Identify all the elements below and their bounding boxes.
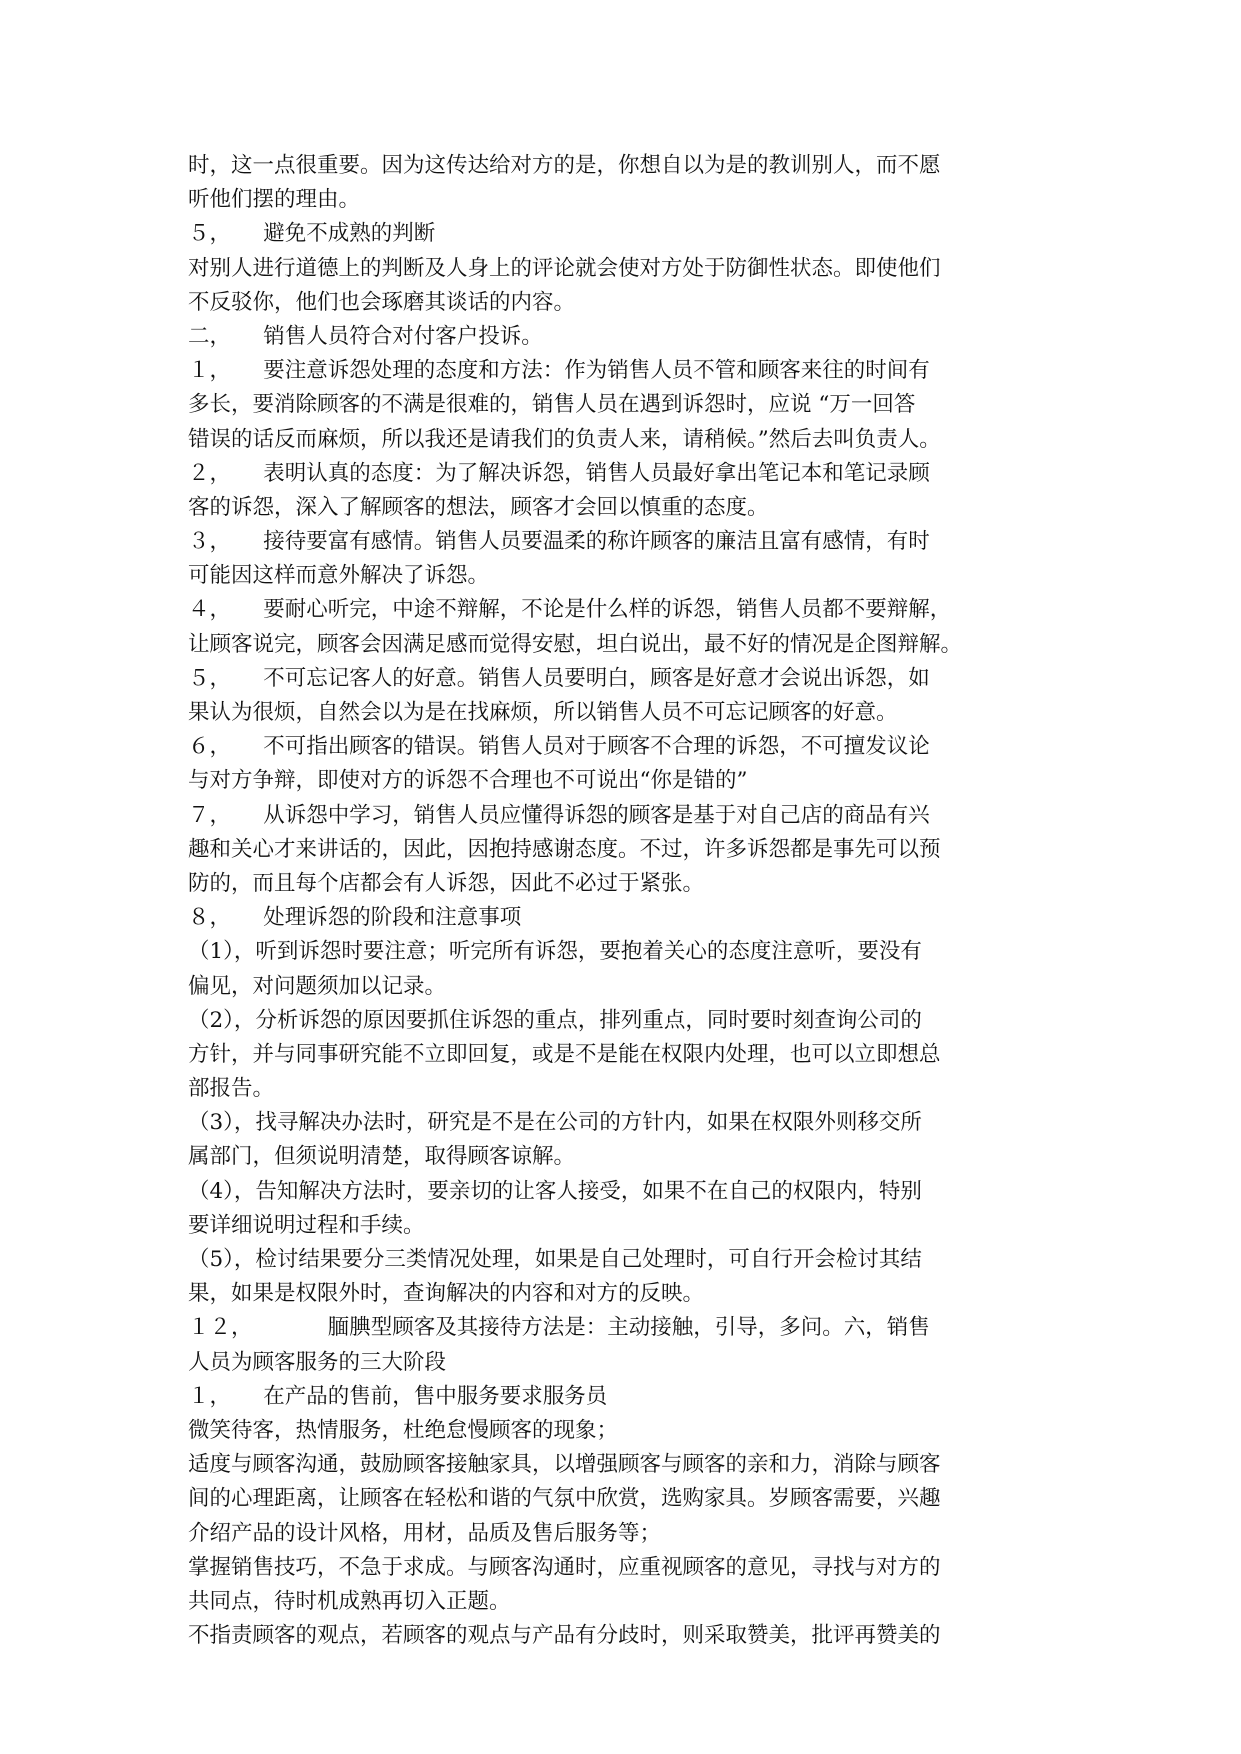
- text-line: 果，如果是权限外时，查询解决的内容和对方的反映。: [188, 1281, 705, 1307]
- text-line: ２， 表明认真的态度：为了解决诉怨，销售人员最好拿出笔记本和笔记录顾: [188, 460, 930, 486]
- text-line: （5），检讨结果要分三类情况处理，如果是自己处理时，可自行开会检讨其结: [188, 1247, 922, 1272]
- text-line: ５， 避免不成熟的判断: [188, 221, 436, 247]
- text-line: ５， 不可忘记客人的好意。销售人员要明白，顾客是好意才会说出诉怨，如: [188, 665, 930, 691]
- text-line: ４， 要耐心听完，中途不辩解，不论是什么样的诉怨，销售人员都不要辩解，: [188, 597, 952, 623]
- text-line: 要详细说明过程和手续。: [188, 1212, 425, 1238]
- text-line: 时，这一点很重要。因为这传达给对方的是，你想自以为是的教训别人，而不愿: [188, 153, 941, 178]
- text-line: 可能因这样而意外解决了诉怨。: [188, 563, 490, 589]
- text-line: 共同点，待时机成熟再切入正题。: [188, 1588, 511, 1614]
- text-line: ８， 处理诉怨的阶段和注意事项: [188, 905, 522, 931]
- text-line: １， 要注意诉怨处理的态度和方法：作为销售人员不管和顾客来往的时间有: [188, 358, 930, 384]
- text-line: （3），找寻解决办法时，研究是不是在公司的方针内，如果在权限外则移交所: [188, 1110, 922, 1136]
- text-line: 介绍产品的设计风格，用材，品质及售后服务等；: [188, 1520, 662, 1546]
- text-line: 让顾客说完，顾客会因满足感而觉得安慰，坦白说出，最不好的情况是企图辩解。: [188, 631, 963, 657]
- text-line: 适度与顾客沟通，鼓励顾客接触家具，以增强顾客与顾客的亲和力，消除与顾客: [188, 1452, 941, 1478]
- text-line: （1），听到诉怨时要注意；听完所有诉怨，要抱着关心的态度注意听，要没有: [188, 939, 922, 965]
- text-line: 客的诉怨，深入了解顾客的想法，顾客才会回以慎重的态度。: [188, 494, 769, 520]
- text-line: 间的心理距离，让顾客在轻松和谐的气氛中欣赏，选购家具。岁顾客需要，兴趣: [188, 1486, 941, 1512]
- document-body: [188, 149, 1053, 1653]
- text-line: （4），告知解决方法时，要亲切的让客人接受，如果不在自己的权限内，特别: [188, 1178, 922, 1204]
- text-line: １２， 腼腆型顾客及其接待方法是：主动接触，引导，多问。六，销售: [188, 1315, 930, 1341]
- text-line: 趣和关心才来讲话的，因此，因抱持感谢态度。不过，许多诉怨都是事先可以预: [188, 836, 941, 862]
- text-line: 属部门，但须说明清楚，取得顾客谅解。: [188, 1144, 576, 1170]
- text-line: 微笑待客，热情服务，杜绝怠慢顾客的现象；: [188, 1417, 619, 1443]
- text-line: （2），分析诉怨的原因要抓住诉怨的重点，排列重点，同时要时刻查询公司的: [188, 1007, 922, 1033]
- text-line: 偏见，对问题须加以记录。: [188, 973, 447, 999]
- text-line: 果认为很烦，自然会以为是在找麻烦，所以销售人员不可忘记顾客的好意。: [188, 700, 898, 725]
- text-line: 人员为顾客服务的三大阶段: [188, 1349, 447, 1375]
- text-line: 方针，并与同事研究能不立即回复，或是不是能在权限内处理，也可以立即想总: [188, 1041, 941, 1067]
- text-line: ７， 从诉怨中学习，销售人员应懂得诉怨的顾客是基于对自己店的商品有兴: [188, 802, 930, 828]
- text-line: 防的，而且每个店都会有人诉怨，因此不必过于紧张。: [188, 870, 705, 896]
- text-line: 部报告。: [188, 1076, 275, 1102]
- text-line: 错误的话反而麻烦，所以我还是请我们的负责人来，请稍候。”然后去叫负责人。: [188, 426, 941, 452]
- text-line: 与对方争辩，即使对方的诉怨不合理也不可说出“你是错的”: [188, 768, 748, 794]
- text-line: ３， 接待要富有感情。销售人员要温柔的称许顾客的廉洁且富有感情，有时: [188, 529, 930, 555]
- text-line: 多长，要消除顾客的不满是很难的，销售人员在遇到诉怨时，应说 “万一回答: [188, 392, 916, 418]
- text-line: １， 在产品的售前，售中服务要求服务员: [188, 1383, 608, 1409]
- text-line: 不反驳你，他们也会琢磨其谈话的内容。: [188, 289, 576, 315]
- text-line: 听他们摆的理由。: [188, 187, 361, 213]
- text-line: ６， 不可指出顾客的错误。销售人员对于顾客不合理的诉怨，不可擅发议论: [188, 734, 930, 760]
- text-line: 二， 销售人员符合对付客户投诉。: [188, 323, 543, 349]
- text-line: 不指责顾客的观点，若顾客的观点与产品有分歧时，则采取赞美，批评再赞美的: [188, 1623, 941, 1649]
- text-line: 对别人进行道德上的判断及人身上的评论就会使对方处于防御性状态。即使他们: [188, 255, 941, 281]
- text-line: 掌握销售技巧，不急于求成。与顾客沟通时，应重视顾客的意见，寻找与对方的: [188, 1554, 941, 1580]
